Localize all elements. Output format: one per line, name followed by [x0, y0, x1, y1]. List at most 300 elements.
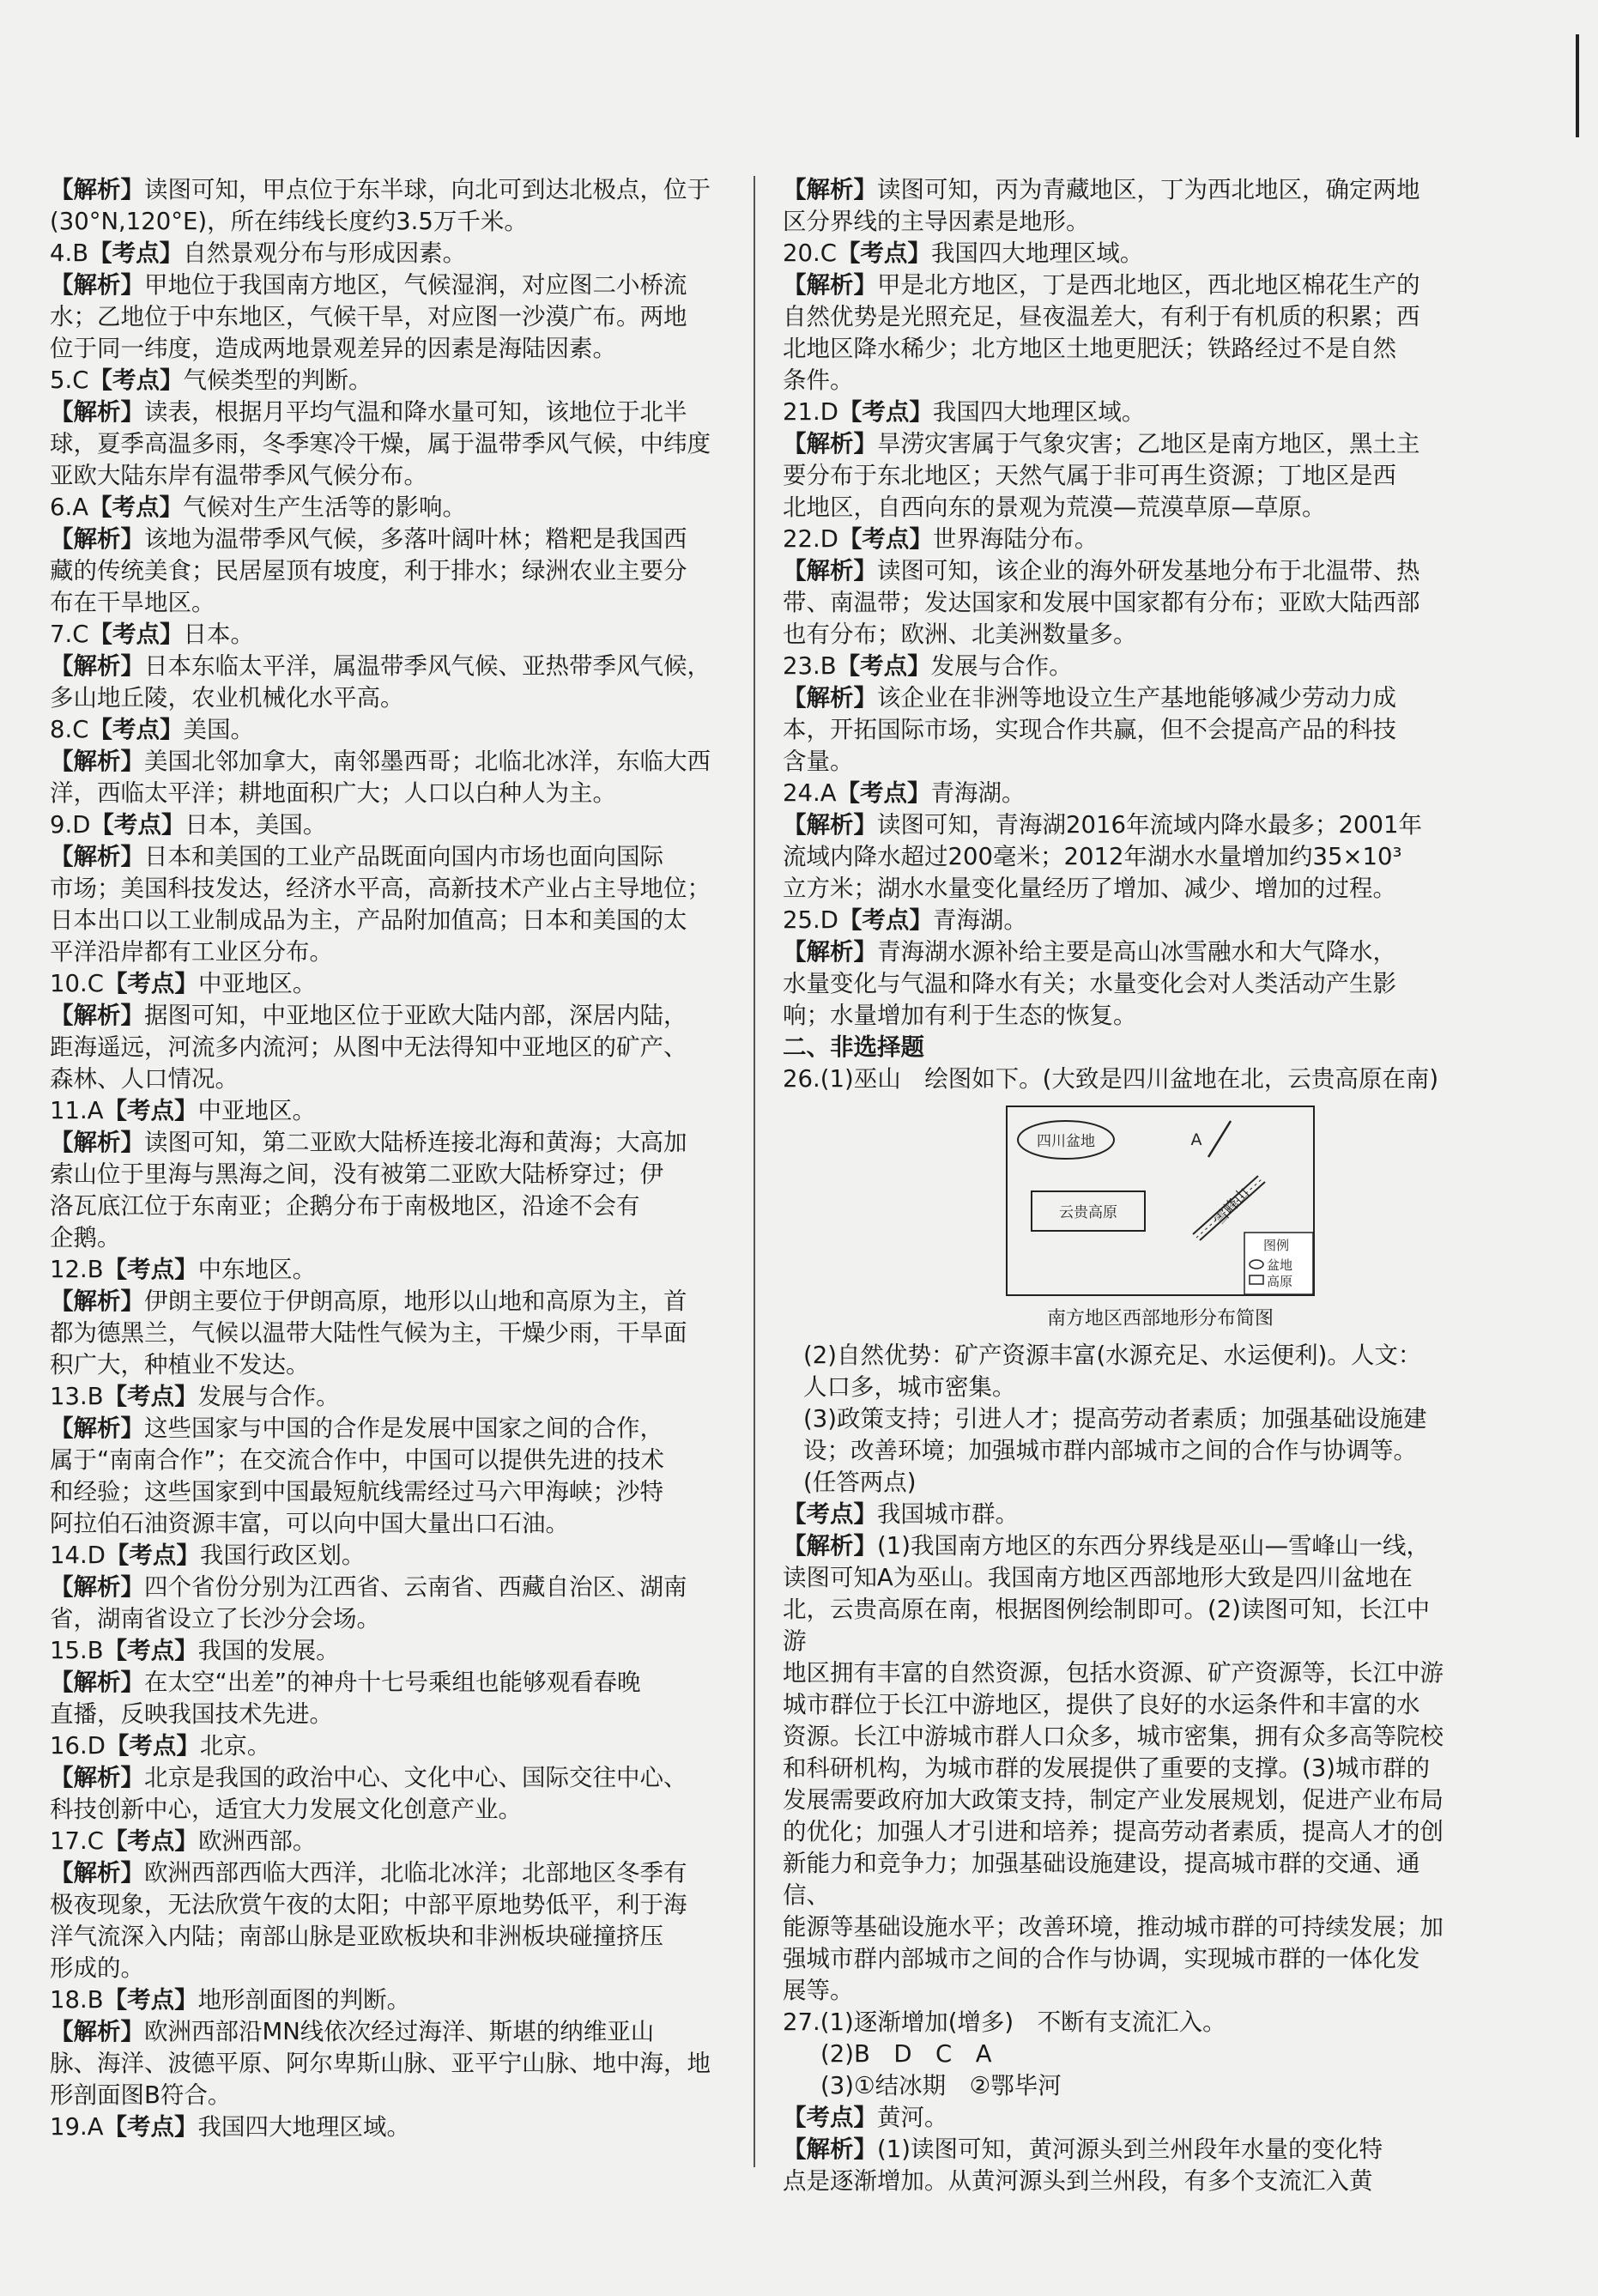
text-line	[50, 428, 735, 460]
text-line	[783, 714, 1452, 746]
text-line	[50, 1572, 735, 1603]
line-text: 省，湖南省设立了长沙分会场。	[50, 1605, 380, 1633]
text-line	[783, 809, 1452, 841]
answer-tag: 【考点】	[836, 779, 931, 807]
text-line	[783, 524, 1452, 555]
text-line	[50, 1540, 735, 1572]
line-text: 发展需要政府加大政策支持，制定产业发展规划，促进产业布局	[783, 1786, 1444, 1814]
line-text: 直播，反映我国技术先进。	[50, 1700, 333, 1728]
column-divider	[754, 176, 755, 2167]
text-line	[50, 1889, 735, 1921]
answer-tag: 【解析】	[50, 652, 144, 680]
text-line	[50, 809, 735, 841]
line-text: 也有分布；欧洲、北美洲数量多。	[783, 621, 1137, 648]
text-line	[50, 1953, 735, 1984]
answer-tag: 【解析】	[783, 2135, 877, 2163]
line-text: 中亚地区。	[197, 1097, 317, 1124]
terrain-sketch-map	[1006, 1106, 1315, 1296]
line-text: 水；乙地位于中东地区，气候干旱，对应图一沙漠广布。两地	[50, 303, 687, 330]
text-line	[50, 1921, 735, 1953]
text-line	[783, 1689, 1452, 1721]
question-number: 19.A	[50, 2113, 104, 2141]
line-text: 气候对生产生活等的影响。	[183, 494, 467, 521]
line-text: 人口多，城市密集。	[803, 1373, 1016, 1401]
text-line	[50, 1095, 735, 1127]
line-text: 新能力和竞争力；加强基础设施建设，提高城市群的交通、通信、	[783, 1850, 1420, 1909]
answer-tag: 【考点】	[90, 811, 185, 839]
question-number: 12.B	[50, 1256, 104, 1283]
line-text: 日本出口以工业制成品为主，产品附加值高；日本和美国的太	[50, 906, 687, 934]
line-text: 北地区降水稀少；北方地区土地更肥沃；铁路经过不是自然	[783, 335, 1396, 362]
line-text: 欧洲西部沿MN线依次经过海洋、斯堪的纳维亚山	[144, 2018, 655, 2045]
text-line	[50, 2080, 735, 2111]
text-line	[783, 1721, 1452, 1753]
text-line	[783, 1848, 1452, 1911]
text-line	[783, 1943, 1452, 1975]
answer-tag: 【解析】	[50, 1129, 144, 1156]
line-text: 读图可知，第二亚欧大陆桥连接北海和黄海；大高加	[144, 1129, 687, 1156]
text-line	[50, 2016, 735, 2048]
text-line	[50, 1254, 735, 1286]
line-text: 读图可知A为巫山。我国南方地区西部地形大致是四川盆地在	[783, 1564, 1413, 1591]
text-line	[783, 936, 1452, 968]
line-text: 世界海陆分布。	[932, 525, 1099, 553]
question-number: 10.C	[50, 970, 104, 997]
line-text: 本，开拓国际市场，实现合作共赢，但不会提高产品的科技	[783, 716, 1396, 743]
text-line	[783, 333, 1452, 365]
question-number: 23.B	[783, 652, 837, 680]
text-line	[50, 651, 735, 682]
text-line	[783, 1499, 1452, 1530]
text-line	[783, 492, 1452, 524]
line-text: 美国北邻加拿大，南邻墨西哥；北临北冰洋，东临大西	[144, 748, 711, 775]
text-line	[50, 1159, 735, 1190]
answer-tag: 【考点】	[103, 1256, 198, 1283]
answer-tag: 【解析】	[50, 271, 144, 299]
line-text: 我国四大地理区域。	[197, 2113, 411, 2141]
answer-tag: 【解析】	[50, 2018, 144, 2045]
line-text: 该企业在非洲等地设立生产基地能够减少劳动力成	[877, 684, 1396, 712]
line-text: 科技创新中心，适宜大力发展文化创意产业。	[50, 1796, 522, 1823]
legend-plateau-label: 高原	[1267, 1274, 1293, 1289]
text-line	[50, 1318, 735, 1349]
text-line	[50, 1730, 735, 1762]
line-text: 要分布于东北地区；天然气属于非可再生资源；丁地区是西	[783, 462, 1396, 489]
answer-tag: 【解析】	[50, 398, 144, 426]
text-line	[50, 841, 735, 873]
text-line	[50, 1826, 735, 1857]
line-text: 条件。	[783, 367, 854, 394]
line-text: 含量。	[783, 748, 854, 775]
text-line	[783, 301, 1452, 333]
line-text: 读图可知，青海湖2016年流域内降水最多；2001年	[877, 811, 1422, 839]
answer-tag: 【考点】	[88, 367, 184, 394]
line-text: 我国城市群。	[877, 1500, 1019, 1528]
answer-tag: 【考点】	[783, 1500, 877, 1528]
text-line	[50, 174, 735, 206]
line-text: 黄河。	[877, 2104, 948, 2131]
answer-tag: 【解析】	[50, 176, 144, 203]
text-line	[50, 1762, 735, 1794]
answer-tag: 【考点】	[103, 970, 198, 997]
text-line	[50, 2048, 735, 2080]
line-text: 带、南温带；发达国家和发展中国家都有分布；亚欧大陆西部	[783, 589, 1420, 616]
question-number: 25.D	[783, 906, 838, 934]
answer-tag: 【考点】	[103, 1097, 198, 1124]
line-text: 读表，根据月平均气温和降水量可知，该地位于北半	[144, 398, 687, 426]
line-text: 青海湖。	[932, 906, 1027, 934]
text-line	[50, 1349, 735, 1381]
text-line	[50, 1445, 735, 1476]
answer-tag: 【解析】	[50, 1764, 144, 1791]
answer-tag: 【解析】	[50, 843, 144, 870]
line-text: 属于“南南合作”；在交流合作中，中国可以提供先进的技术	[50, 1446, 664, 1474]
answer-tag: 【考点】	[836, 239, 931, 267]
line-text: 立方米；湖水水量变化量经历了增加、减少、增加的过程。	[783, 875, 1396, 902]
text-line	[50, 555, 735, 587]
text-line	[50, 1381, 735, 1413]
text-line	[783, 2134, 1452, 2166]
text-line	[783, 2102, 1452, 2134]
text-line	[783, 1372, 1452, 1403]
text-line	[783, 1000, 1452, 1032]
text-line	[50, 1286, 735, 1318]
text-line	[50, 1508, 735, 1540]
text-line	[50, 1857, 735, 1889]
right-column-q26-q27	[783, 1340, 1452, 2197]
question-number: 18.B	[50, 1986, 104, 2014]
line-text: 和经验；这些国家到中国最短航线需经过马六甲海峡；沙特	[50, 1478, 663, 1505]
figure-caption: 南方地区西部地形分布简图	[1046, 1308, 1274, 1330]
line-text: 读图可知，甲点位于东半球，向北可到达北极点，位于	[144, 176, 711, 203]
answer-tag: 【解析】	[50, 1859, 144, 1887]
answer-tag: 【考点】	[88, 716, 184, 743]
answer-tag: 【考点】	[103, 1637, 198, 1664]
text-line	[783, 1816, 1452, 1848]
answer-tag: 【解析】	[783, 430, 877, 457]
text-line	[50, 1476, 735, 1508]
text-line	[50, 1000, 735, 1032]
left-column	[50, 174, 735, 2143]
text-line	[783, 1594, 1452, 1657]
text-line	[783, 1562, 1452, 1594]
answer-tag: 【解析】	[50, 525, 144, 553]
text-line	[50, 1794, 735, 1826]
line-text: 气候类型的判断。	[183, 367, 372, 394]
text-line	[783, 1911, 1452, 1943]
text-line	[50, 492, 735, 524]
text-line	[50, 778, 735, 809]
line-text: 森林、人口情况。	[50, 1065, 239, 1093]
text-line	[50, 1127, 735, 1159]
line-text: 日本。	[183, 621, 254, 648]
text-line	[783, 905, 1452, 936]
line-text: 青海湖水源补给主要是高山冰雪融水和大气降水，	[877, 938, 1396, 966]
line-text: 欧洲西部西临大西洋，北临北冰洋；北部地区冬季有	[144, 1859, 687, 1887]
line-text: (1)逐渐增加(增多) 不断有支流汇入。	[820, 2008, 1226, 2036]
text-line	[783, 1975, 1452, 2007]
answer-tag: 【考点】	[88, 494, 184, 521]
text-line	[783, 1784, 1452, 1816]
line-text: 和科研机构，为城市群的发展提供了重要的支撑。(3)城市群的	[783, 1754, 1430, 1782]
text-line	[783, 778, 1452, 809]
line-text: 该地为温带季风气候，多落叶阔叶林；糌粑是我国西	[144, 525, 687, 553]
line-text: 洋，西临太平洋；耕地面积广大；人口以白种人为主。	[50, 779, 616, 807]
line-text: 形成的。	[50, 1954, 144, 1982]
text-line	[783, 2070, 1452, 2102]
line-text: (2)自然优势：矿产资源丰富(水源充足、水运便利)。人文：	[803, 1342, 1422, 1369]
text-line	[50, 1413, 735, 1445]
text-line	[783, 1403, 1452, 1435]
plateau-label: 云贵高原	[1059, 1204, 1117, 1221]
text-line	[50, 746, 735, 778]
line-text: 多山地丘陵，农业机械化水平高。	[50, 684, 404, 712]
question-number: 5.C	[50, 367, 89, 394]
line-text: 洛瓦底江位于东南亚；企鹅分布于南极地区，沿途不会有	[50, 1192, 640, 1220]
right-column	[783, 174, 1452, 2197]
question-number: 6.A	[50, 494, 89, 521]
text-line	[783, 587, 1452, 619]
text-line	[783, 651, 1452, 682]
line-text: 我国的发展。	[197, 1637, 340, 1664]
text-line	[783, 682, 1452, 714]
answer-tag: 【考点】	[783, 2104, 877, 2131]
question-number: 8.C	[50, 716, 89, 743]
text-line	[50, 1635, 735, 1667]
page-edge-mark	[1576, 34, 1579, 137]
answer-tag: 【考点】	[838, 398, 933, 426]
line-text: 我国四大地理区域。	[932, 398, 1146, 426]
line-text: 藏的传统美食；民居屋顶有坡度，利于排水；绿洲农业主要分	[50, 557, 687, 585]
line-text: 强城市群内部城市之间的合作与协调，实现城市群的一体化发	[783, 1945, 1420, 1972]
line-text: 脉、海洋、波德平原、阿尔卑斯山脉、亚平宁山脉、地中海，地	[50, 2050, 711, 2077]
line-text: 点是逐渐增加。从黄河源头到兰州段，有多个支流汇入黄	[783, 2167, 1373, 2195]
answer-tag: 【解析】	[783, 938, 877, 966]
line-text: 这些国家与中国的合作是发展中国家之间的合作，	[144, 1415, 663, 1442]
line-text: 中亚地区。	[197, 970, 317, 997]
text-line	[50, 1603, 735, 1635]
text-line	[783, 428, 1452, 460]
line-text: 我国行政区划。	[199, 1542, 366, 1569]
line-text: (3)①结冰期 ②鄂毕河	[820, 2072, 1062, 2099]
line-text: 展等。	[783, 1977, 854, 2004]
line-text: 洋气流深入内陆；南部山脉是亚欧板块和非洲板块碰撞挤压	[50, 1923, 663, 1950]
line-text: 距海遥远，河流多内流河；从图中无法得知中亚地区的矿产、	[50, 1033, 687, 1061]
text-line	[783, 873, 1452, 905]
text-line	[50, 1032, 735, 1063]
line-text: 旱涝灾害属于气象灾害；乙地区是南方地区，黑土主	[877, 430, 1420, 457]
text-line	[783, 2166, 1452, 2197]
question-number: 20.C	[783, 239, 837, 267]
answer-tag: 【解析】	[50, 1415, 144, 1442]
text-line	[783, 1467, 1452, 1499]
legend-basin-label: 盆地	[1267, 1257, 1293, 1273]
question-number: 27.	[783, 2008, 820, 2036]
answer-tag: 【考点】	[838, 906, 933, 934]
terrain-figure	[783, 1100, 1452, 1336]
line-text: 布在干旱地区。	[50, 589, 215, 616]
text-line	[50, 1222, 735, 1254]
text-line	[50, 365, 735, 397]
text-line	[50, 270, 735, 301]
text-line	[50, 936, 735, 968]
line-text: 四个省份分别为江西省、云南省、西藏自治区、湖南	[144, 1573, 687, 1601]
line-text: (2)B D C A	[820, 2040, 992, 2068]
line-text: 平洋沿岸都有工业区分布。	[50, 938, 333, 966]
line-text: 伊朗主要位于伊朗高原，地形以山地和高原为主，首	[144, 1287, 687, 1315]
line-text: 我国四大地理区域。	[930, 239, 1144, 267]
line-text: 甲是北方地区，丁是西北地区，西北地区棉花生产的	[877, 271, 1420, 299]
text-line	[783, 1530, 1452, 1562]
line-text: 积广大，种植业不发达。	[50, 1351, 310, 1378]
question-number: 21.D	[783, 398, 838, 426]
line-text: (1)读图可知，黄河源头到兰州段年水量的变化特	[877, 2135, 1383, 2163]
line-text: 日本东临太平洋，属温带季风气候、亚热带季风气候，	[144, 652, 711, 680]
text-line	[50, 524, 735, 555]
line-text: (1)我国南方地区的东西分界线是巫山—雪峰山一线，	[877, 1532, 1430, 1560]
question-number: 13.B	[50, 1383, 104, 1410]
answer-tag: 【考点】	[88, 621, 184, 648]
line-text: 自然景观分布与形成因素。	[183, 239, 467, 267]
answer-tag: 【解析】	[50, 1287, 144, 1315]
line-text: 北京。	[199, 1732, 271, 1760]
line-text: 阿拉伯石油资源丰富，可以向中国大量出口石油。	[50, 1510, 569, 1537]
line-text: 亚欧大陆东岸有温带季风气候分布。	[50, 462, 427, 489]
answer-tag: 【解析】	[50, 748, 144, 775]
question-number: 11.A	[50, 1097, 104, 1124]
text-line	[50, 1984, 735, 2016]
text-line	[783, 1657, 1452, 1689]
answer-tag: 【解析】	[783, 684, 877, 712]
question-number: 17.C	[50, 1827, 104, 1855]
text-line	[50, 1667, 735, 1699]
line-text: 北，云贵高原在南，根据图例绘制即可。(2)读图可知，长江中游	[783, 1596, 1430, 1655]
line-text: 企鹅。	[50, 1224, 121, 1251]
line-text: 位于同一纬度，造成两地景观差异的因素是海陆因素。	[50, 335, 616, 362]
line-text: (任答两点)	[803, 1469, 917, 1496]
question-number: 15.B	[50, 1637, 104, 1664]
answer-tag: 【考点】	[103, 2113, 198, 2141]
line-text: 北地区，自西向东的景观为荒漠—荒漠草原—草原。	[783, 494, 1326, 521]
line-text: 响；水量增加有利于生态的恢复。	[783, 1002, 1137, 1029]
line-text: 在太空“出差”的神舟十七号乘组也能够观看春晚	[144, 1669, 641, 1696]
answer-tag: 【解析】	[50, 1669, 144, 1696]
legend-title: 图例	[1263, 1238, 1290, 1253]
wushan-line	[1208, 1121, 1231, 1157]
text-line	[783, 1753, 1452, 1784]
answer-tag: 【考点】	[103, 1827, 198, 1855]
text-line	[783, 2007, 1452, 2039]
line-text: 发展与合作。	[930, 652, 1073, 680]
answer-tag: 【考点】	[103, 1986, 198, 2014]
text-line	[50, 968, 735, 1000]
question-number: 14.D	[50, 1542, 106, 1569]
text-line	[783, 460, 1452, 492]
answer-tag: 【解析】	[783, 176, 877, 203]
text-line	[783, 555, 1452, 587]
line-text: 读图可知，丙为青藏地区，丁为西北地区，确定两地	[877, 176, 1420, 203]
text-line	[50, 587, 735, 619]
question-number: 7.C	[50, 621, 89, 648]
line-text: 水量变化与气温和降水有关；水量变化会对人类活动产生影	[783, 970, 1396, 997]
text-line	[783, 174, 1452, 206]
text-line	[50, 1699, 735, 1730]
text-line	[50, 333, 735, 365]
text-line	[783, 746, 1452, 778]
line-text: 日本，美国。	[185, 811, 327, 839]
line-text: 地区拥有丰富的自然资源，包括水资源、矿产资源等，长江中游	[783, 1659, 1444, 1687]
answer-tag: 【解析】	[783, 1532, 877, 1560]
text-line	[783, 619, 1452, 651]
text-line	[50, 460, 735, 492]
answer-tag: 【考点】	[838, 525, 933, 553]
line-text: 流域内降水超过200毫米；2012年湖水水量增加约35×10³	[783, 843, 1402, 870]
line-text: 球，夏季高温多雨，冬季寒冷干燥，属于温带季风气候，中纬度	[50, 430, 711, 457]
text-line	[783, 2039, 1452, 2070]
text-line	[50, 873, 735, 905]
line-text: 自然优势是光照充足，昼夜温差大，有利于有机质的积累；西	[783, 303, 1420, 330]
line-text: 极夜现象，无法欣赏午夜的太阳；中部平原地势低平，利于海	[50, 1891, 687, 1918]
text-line	[783, 968, 1452, 1000]
line-text: 日本和美国的工业产品既面向国内市场也面向国际	[144, 843, 663, 870]
line-text: 城市群位于长江中游地区，提供了良好的水运条件和丰富的水	[783, 1691, 1420, 1718]
line-text: 市场；美国科技发达，经济水平高，高新技术产业占主导地位；	[50, 875, 711, 902]
text-line	[50, 619, 735, 651]
line-text: 中东地区。	[197, 1256, 317, 1283]
line-text: (3)政策支持；引进人才；提高劳动者素质；加强基础设施建	[803, 1405, 1427, 1433]
line-text: 甲地位于我国南方地区，气候湿润，对应图二小桥流	[144, 271, 687, 299]
line-text: 形剖面图B符合。	[50, 2081, 232, 2109]
mountain-label: 雪峰山	[1210, 1184, 1253, 1229]
answer-tag: 【考点】	[105, 1542, 200, 1569]
question-number: 4.B	[50, 239, 89, 267]
text-line	[783, 238, 1452, 270]
text-line	[50, 682, 735, 714]
question-26-line: 26.(1)巫山 绘图如下。(大致是四川盆地在北，云贵高原在南)	[783, 1065, 1439, 1093]
text-line	[783, 206, 1452, 238]
answer-tag: 【考点】	[103, 1383, 198, 1410]
line-text: 设；改善环境；加强城市群内部城市之间的合作与协调等。	[803, 1437, 1417, 1464]
basin-label: 四川盆地	[1037, 1133, 1095, 1150]
text-line	[50, 1063, 735, 1095]
question-number: 16.D	[50, 1732, 106, 1760]
question-number: 22.D	[783, 525, 838, 553]
text-line	[50, 2111, 735, 2143]
line-text: 青海湖。	[930, 779, 1026, 807]
right-column-answers	[783, 174, 1452, 1032]
line-text: 读图可知，该企业的海外研发基地分布于北温带、热	[877, 557, 1420, 585]
question-number: 24.A	[783, 779, 837, 807]
answer-tag: 【解析】	[783, 271, 877, 299]
answer-tag: 【考点】	[836, 652, 931, 680]
answer-tag: 【解析】	[50, 1573, 144, 1601]
label-a: A	[1190, 1130, 1202, 1149]
line-text: 北京是我国的政治中心、文化中心、国际交往中心、	[144, 1764, 687, 1791]
line-text: 的优化；加强人才引进和培养；提高劳动者素质，提高人才的创	[783, 1818, 1444, 1845]
text-line	[50, 714, 735, 746]
answer-tag: 【考点】	[88, 239, 184, 267]
text-line	[50, 238, 735, 270]
text-line	[50, 397, 735, 428]
line-text: 都为德黑兰，气候以温带大陆性气候为主，干燥少雨，干旱面	[50, 1319, 687, 1347]
text-line	[783, 397, 1452, 428]
section-title: 二、非选择题	[783, 1033, 924, 1061]
line-text: 据图可知，中亚地区位于亚欧大陆内部，深居内陆，	[144, 1002, 687, 1029]
line-text: (30°N,120°E)，所在纬线长度约3.5万千米。	[50, 208, 528, 235]
text-line	[783, 365, 1452, 397]
line-text: 美国。	[183, 716, 254, 743]
answer-tag: 【解析】	[783, 557, 877, 585]
